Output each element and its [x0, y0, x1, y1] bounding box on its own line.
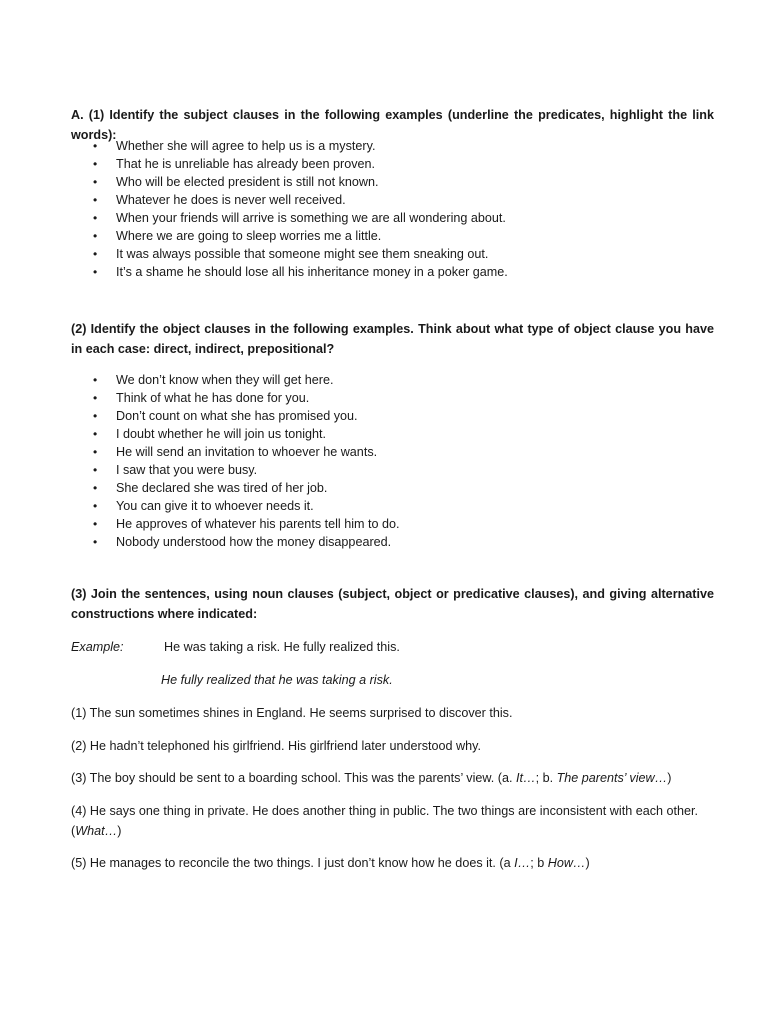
list-item-text: Nobody understood how the money disappeared. [116, 535, 392, 549]
list-item-text: Who will be elected president is still not known. [116, 175, 379, 189]
example-text: He was taking a risk. He fully realized this. [164, 640, 400, 654]
list-item [71, 461, 714, 479]
bullet-icon: • [93, 445, 98, 459]
bullet-icon: • [93, 481, 98, 495]
bullet-icon: • [93, 265, 98, 279]
list-item [71, 479, 714, 497]
list-item [71, 389, 714, 407]
bullet-icon: • [93, 175, 98, 189]
list-item-text: I saw that you were busy. [116, 463, 258, 477]
list-item-text: He will send an invitation to whoever he wants. [116, 445, 378, 459]
list-item [71, 155, 714, 173]
list-item-text: He approves of whatever his parents tell him to do. [116, 517, 400, 531]
exercise-4-open: ( [71, 824, 76, 838]
list-item-text: That he is unreliable has already been proven. [116, 157, 376, 171]
list-item-text: It was always possible that someone might see them sneaking out. [116, 247, 489, 261]
bullet-icon: • [93, 247, 98, 261]
exercise-5-separator: ; b [530, 856, 548, 870]
exercise-5-text: (5) He manages to reconcile the two things. I just don’t know how he does it. (a [71, 856, 515, 870]
list-item-text: Whatever he does is never well received. [116, 193, 346, 207]
list-item-text: Think of what he has done for you. [116, 391, 310, 405]
list-item [71, 425, 714, 443]
list-item-text: When your friends will arrive is something we are all wondering about. [116, 211, 506, 225]
list-item [71, 137, 714, 155]
bullet-icon: • [93, 193, 98, 207]
bullet-icon: • [93, 139, 98, 153]
exercise-3-hint-b: The parents’ view… [556, 771, 668, 785]
list-item-text: Don’t count on what she has promised you. [116, 409, 358, 423]
bullet-icon: • [93, 535, 98, 549]
bullet-icon: • [93, 499, 98, 513]
exercise-3 [71, 768, 671, 788]
section-a-heading: A. (1) Identify the subject clauses in the following examples (underline the predicates, highlight the link words): [71, 108, 714, 142]
exercise-3-separator: ; b. [535, 771, 557, 785]
exercise-4-hint-what: What… [75, 824, 118, 838]
section-3-heading: (3) Join the sentences, using noun clauses (subject, object or predicative clauses), and giving alternative constructions where indicated: [71, 587, 714, 621]
list-item-text: It’s a shame he should lose all his inheritance money in a poker game. [116, 265, 508, 279]
object-clause-list [71, 371, 714, 551]
list-item [71, 245, 714, 263]
exercise-4: (4) He says one thing in private. He does another thing in public. The two things are inconsistent with each other. [71, 804, 699, 818]
bullet-icon: • [93, 391, 98, 405]
exercise-2: (2) He hadn’t telephoned his girlfriend. His girlfriend later understood why. [71, 739, 481, 753]
exercise-5-hint-b: How… [547, 856, 586, 870]
list-item-text: Whether she will agree to help us is a mystery. [116, 139, 376, 153]
exercise-5-close: ) [585, 856, 590, 870]
exercise-5-hint-a: I… [514, 856, 531, 870]
bullet-icon: • [93, 211, 98, 225]
list-item [71, 191, 714, 209]
list-item-text: We don’t know when they will get here. [116, 373, 334, 387]
list-item-text: She declared she was tired of her job. [116, 481, 328, 495]
exercise-3-hint-a: It… [516, 771, 536, 785]
bullet-icon: • [93, 157, 98, 171]
bullet-icon: • [93, 409, 98, 423]
list-item [71, 209, 714, 227]
list-item [71, 371, 714, 389]
bullet-icon: • [93, 517, 98, 531]
exercise-4-hint [71, 821, 121, 841]
bullet-icon: • [93, 373, 98, 387]
list-item [71, 227, 714, 245]
list-item [71, 533, 714, 551]
exercise-3-close: ) [667, 771, 672, 785]
example-answer: He fully realized that he was taking a risk. [161, 673, 393, 687]
list-item [71, 173, 714, 191]
exercise-1: (1) The sun sometimes shines in England. He seems surprised to discover this. [71, 706, 513, 720]
bullet-icon: • [93, 463, 98, 477]
exercise-3-text: (3) The boy should be sent to a boarding school. This was the parents’ view. (a. [71, 771, 516, 785]
list-item [71, 407, 714, 425]
list-item [71, 497, 714, 515]
example-label: Example: [71, 640, 124, 654]
list-item-text: Where we are going to sleep worries me a little. [116, 229, 382, 243]
list-item [71, 515, 714, 533]
bullet-icon: • [93, 427, 98, 441]
list-item-text: I doubt whether he will join us tonight. [116, 427, 327, 441]
subject-clause-list [71, 137, 714, 281]
exercise-4-close: ) [117, 824, 122, 838]
section-2-heading: (2) Identify the object clauses in the following examples. Think about what type of object clause you have in each case: direct, indirect, prepositional? [71, 322, 714, 356]
exercise-5 [71, 853, 590, 873]
list-item [71, 443, 714, 461]
list-item [71, 263, 714, 281]
bullet-icon: • [93, 229, 98, 243]
list-item-text: You can give it to whoever needs it. [116, 499, 314, 513]
